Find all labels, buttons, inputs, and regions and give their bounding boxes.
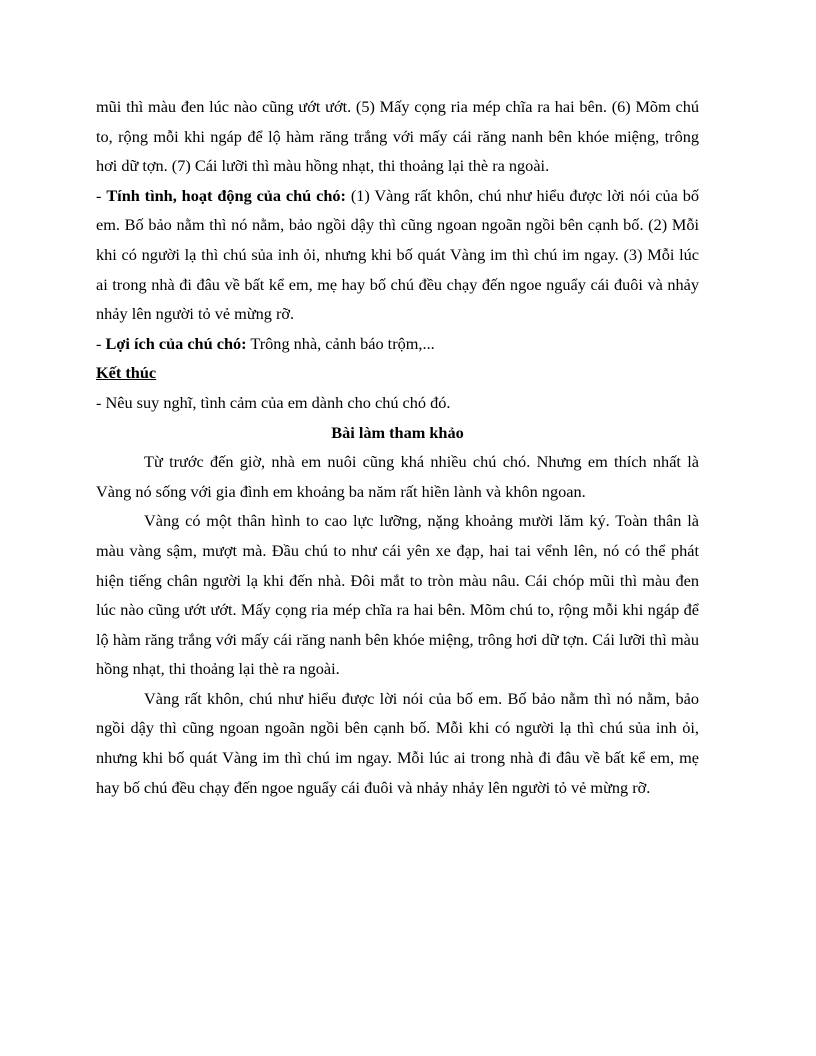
essay-paragraph-3: Vàng rất khôn, chú như hiểu được lời nói của bố em. Bố bảo nằm thì nó nằm, bảo ngồi dậy thì cũng ngoan ngoãn ngồi bên cạnh bố. Mỗi khi có người lạ thì chú sủa inh ỏi, nhưng khi bố quát Vàng im thì chú im ngay. Mỗi lúc ai trong nhà đi đâu về bất kể em, mẹ hay bố chú đều chạy đến ngoe nguẩy cái đuôi và nhảy nhảy lên người tỏ vẻ mừng rỡ. bbox=[96, 688, 699, 797]
personality-text: (1) Vàng rất khôn, chú như hiểu được lời nói của bố em. Bố bảo nằm thì nó nằm, bảo ngồi dậy thì cũng ngoan ngoãn ngồi bên cạnh bố. (2) Mỗi khi có người lạ thì chú sủa inh ỏi, nhưng khi bố quát Vàng im thì chú im ngay. (3) Mỗi lúc ai trong nhà đi đâu về bất kể em, mẹ hay bố chú đều chạy đến ngoe nguẩy cái đuôi và nhảy nhảy lên người tỏ vẻ mừng rỡ. bbox=[96, 185, 700, 324]
ending-heading bbox=[96, 358, 699, 388]
essay-paragraph-2: Vàng có một thân hình to cao lực lưỡng, nặng khoảng mười lăm ký. Toàn thân là màu vàng sậm, mượt mà. Đầu chú to như cái yên xe đạp, hai tai vểnh lên, nó có thể phát hiện tiếng chân người lạ khi đến nhà. Đôi mắt to tròn màu nâu. Cái chóp mũi thì màu đen lúc nào cũng ướt ướt. Mấy cọng ria mép chĩa ra hai bên. Mõm chú to, rộng mỗi khi ngáp để lộ hàm răng trắng với mấy cái răng nanh bên khóe miệng, trông hơi dữ tợn. Cái lưỡi thì màu hồng nhạt, thi thoảng lại thè ra ngoài. bbox=[96, 511, 699, 679]
personality-prefix: - bbox=[96, 185, 107, 205]
personality-label: Tính tình, hoạt động của chú chó: bbox=[106, 185, 346, 205]
personality-item bbox=[96, 181, 699, 329]
ending-heading-text: Kết thúc bbox=[96, 363, 157, 383]
benefit-prefix: - bbox=[96, 333, 106, 353]
benefit-item bbox=[96, 329, 699, 359]
essay-paragraph-1: Từ trước đến giờ, nhà em nuôi cũng khá nhiều chú chó. Nhưng em thích nhất là Vàng nó sống với gia đình em khoảng ba năm rất hiền lành và khôn ngoan. bbox=[96, 452, 699, 501]
benefit-text: Trông nhà, cảnh báo trộm,... bbox=[246, 333, 435, 353]
ending-text: - Nêu suy nghĩ, tình cảm của em dành cho chú chó đó. bbox=[96, 392, 451, 412]
document-body bbox=[96, 92, 699, 802]
essay-title: Bài làm tham khảo bbox=[331, 422, 464, 442]
appearance-continuation: mũi thì màu đen lúc nào cũng ướt ướt. (5) Mấy cọng ria mép chĩa ra hai bên. (6) Mõm chú to, rộng mỗi khi ngáp để lộ hàm răng trắng với mấy cái răng nanh bên khóe miệng, trông hơi dữ tợn. (7) Cái lưỡi thì màu hồng nhạt, thi thoảng lại thè ra ngoài. bbox=[96, 97, 699, 176]
benefit-label: Lợi ích của chú chó: bbox=[105, 333, 247, 353]
